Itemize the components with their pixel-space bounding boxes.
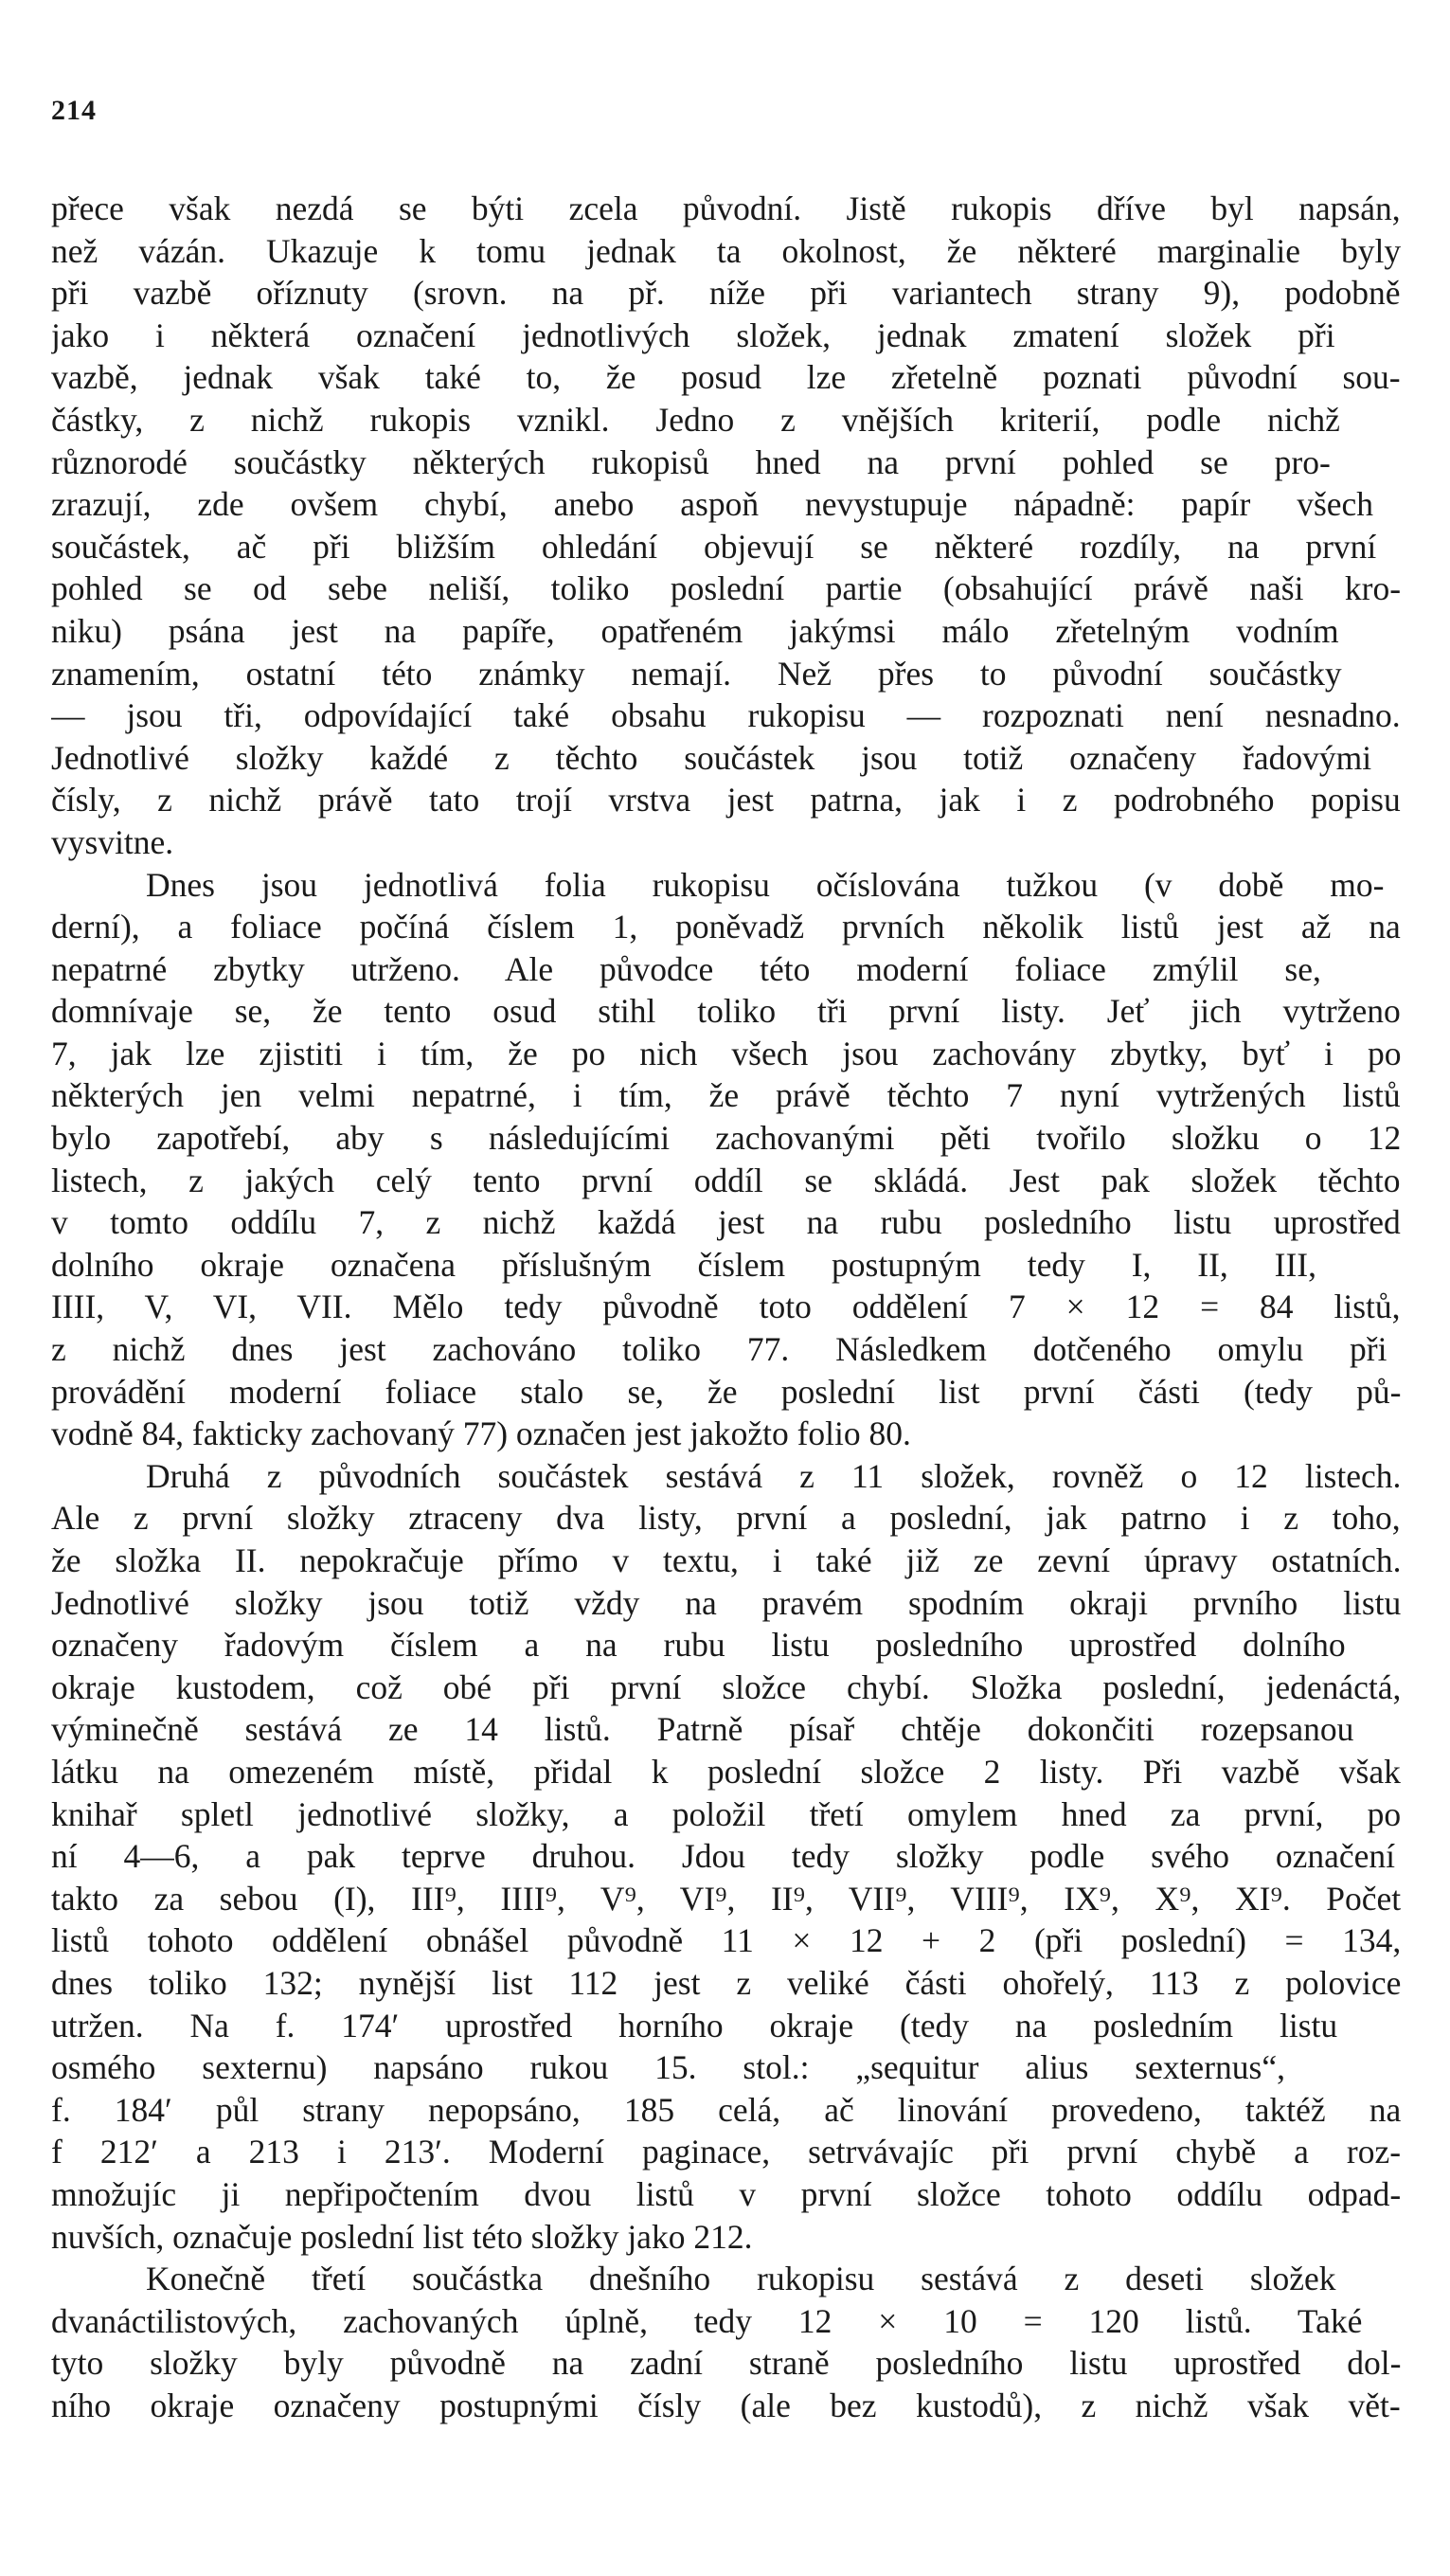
text-line: provádění moderní foliace stalo se, že poslední list první části (tedy pů- [51,1372,1401,1411]
text-line: f. 184′ půl strany nepopsáno, 185 celá, ač linování provedeno, taktéž na [51,2090,1401,2129]
text-line: knihař spletl jednotlivé složky, a položil třetí omylem hned za první, po [51,1794,1401,1833]
text-line: domnívaje se, že tento osud stihl toliko tři první listy. Jeť jich vytrženo [51,992,1401,1031]
text-line: označeny řadovým číslem a na rubu listu posledního uprostřed dolního [51,1626,1346,1665]
text-line: Jednotlivé složky každé z těchto součástek jsou totiž označeny řadovými [51,738,1372,777]
text-line: nepatrné zbytky utrženo. Ale původce této moderní foliace zmýlil se, [51,949,1321,988]
text-line: Dnes jsou jednotlivá folia rukopisu očíslována tužkou (v době mo- [146,865,1385,904]
text-line: vazbě, jednak však také to, že posud lze zřetelně poznati původní sou- [51,358,1401,397]
text-line: bylo zapotřebí, aby s následujícími zachovanými pěti tvořilo složku o 12 [51,1119,1401,1158]
text-line: osmého sexternu) napsáno rukou 15. stol.: „sequitur alius sexternus“, [51,2048,1285,2087]
text-line: v tomto oddílu 7, z nichž každá jest na rubu posledního listu uprostřed [51,1203,1401,1242]
text-line: než vázán. Ukazuje k tomu jednak ta okolnost, že některé marginalie byly [51,231,1401,270]
text-line: ního okraje označeny postupnými čísly (ale bez kustodů), z nichž však vět- [51,2386,1401,2424]
text-line: součástek, ač při bližším ohledání objevují se některé rozdíly, na první [51,527,1377,566]
text-line: čísly, z nichž právě tato trojí vrstva jest patrna, jak i z podrobného popisu [51,781,1401,820]
text-line: derní), a foliace počíná číslem 1, poněvadž prvních několik listů jest až na [51,908,1401,946]
text-line: Druhá z původních součástek sestává z 11 složek, rovněž o 12 listech. [146,1456,1401,1495]
text-line: — jsou tři, odpovídající také obsahu rukopisu — rozpoznati není nesnadno. [51,696,1401,735]
page-number: 214 [51,95,97,126]
text-line: ní 4—6, a pak teprve druhou. Jdou tedy složky podle svého označení [51,1837,1395,1876]
text-line: při vazbě oříznuty (srovn. na př. níže při variantech strany 9), podobně [51,274,1401,313]
text-line: některých jen velmi nepatrné, i tím, že právě těchto 7 nyní vytržených listů [51,1076,1401,1115]
text-line: Konečně třetí součástka dnešního rukopisu sestává z deseti složek [146,2260,1336,2298]
text-line: nuvších, označuje poslední list této složky jako 212. [51,2217,753,2256]
body-text [51,188,1401,2426]
text-line: listech, z jakých celý tento první oddíl se skládá. Jest pak složek těchto [51,1161,1401,1199]
text-line: IIII, V, VI, VII. Mělo tedy původně toto oddělení 7 × 12 = 84 listů, [51,1288,1401,1326]
text-line: dolního okraje označena příslušným číslem postupným tedy I, II, III, [51,1245,1317,1284]
text-line: různorodé součástky některých rukopisů hned na první pohled se pro- [51,442,1331,481]
text-line: dvanáctilistových, zachovaných úplně, tedy 12 × 10 = 120 listů. Také [51,2301,1363,2340]
text-line: niku) psána jest na papíře, opatřeném jakýmsi málo zřetelným vodním [51,611,1339,650]
text-line: výminečně sestává ze 14 listů. Patrně písař chtěje dokončiti rozepsanou [51,1710,1354,1749]
text-line: jako i některá označení jednotlivých složek, jednak zmatení složek při [51,315,1335,354]
text-line: Jednotlivé složky jsou totiž vždy na pravém spodním okraji prvního listu [51,1583,1401,1622]
text-line: zrazují, zde ovšem chybí, anebo aspoň nevystupuje nápadně: papír všech [51,485,1374,524]
text-line: dnes toliko 132; nynější list 112 jest z veliké části ohořelý, 113 z polovice [51,1963,1401,2002]
text-line: částky, z nichž rukopis vznikl. Jedno z vnějších kriterií, podle nichž [51,400,1340,439]
text-line: f 212′ a 213 i 213′. Moderní paginace, setrvávajíc při první chybě a roz- [51,2133,1401,2171]
text-line: takto za sebou (I), III⁹, IIII⁹, V⁹, VI⁹, II⁹, VII⁹, VIII⁹, IX⁹, X⁹, XI⁹. Počet [51,1879,1401,1918]
text-line: znamením, ostatní této známky nemají. Než přes to původní součástky [51,654,1342,693]
text-line: množujíc ji nepřipočtením dvou listů v první složce tohoto oddílu odpad- [51,2174,1401,2213]
text-line: přece však nezdá se býti zcela původní. Jistě rukopis dříve byl napsán, [51,189,1401,227]
text-line: pohled se od sebe neliší, toliko poslední partie (obsahující právě naši kro- [51,569,1401,608]
text-line: listů tohoto oddělení obnášel původně 11 × 12 + 2 (při poslední) = 134, [51,1921,1401,1960]
text-line: vodně 84, fakticky zachovaný 77) označen jest jakožto folio 80. [51,1414,911,1453]
text-line: tyto složky byly původně na zadní straně posledního listu uprostřed dol- [51,2344,1401,2383]
text-line: Ale z první složky ztraceny dva listy, první a poslední, jak patrno i z toho, [51,1499,1401,1538]
text-line: látku na omezeném místě, přidal k poslední složce 2 listy. Při vazbě však [51,1752,1401,1791]
text-line: že složka II. nepokračuje přímo v textu, i také již ze zevní úpravy ostatních. [51,1541,1401,1579]
text-line: z nichž dnes jest zachováno toliko 77. Následkem dotčeného omylu při [51,1330,1387,1369]
text-line: okraje kustodem, což obé při první složce chybí. Složka poslední, jedenáctá, [51,1667,1401,1706]
text-line: vysvitne. [51,822,174,861]
text-line: utržen. Na f. 174′ uprostřed horního okraje (tedy na posledním listu [51,2006,1338,2045]
text-line: 7, jak lze zjistiti i tím, že po nich všech jsou zachovány zbytky, byť i po [51,1034,1401,1072]
